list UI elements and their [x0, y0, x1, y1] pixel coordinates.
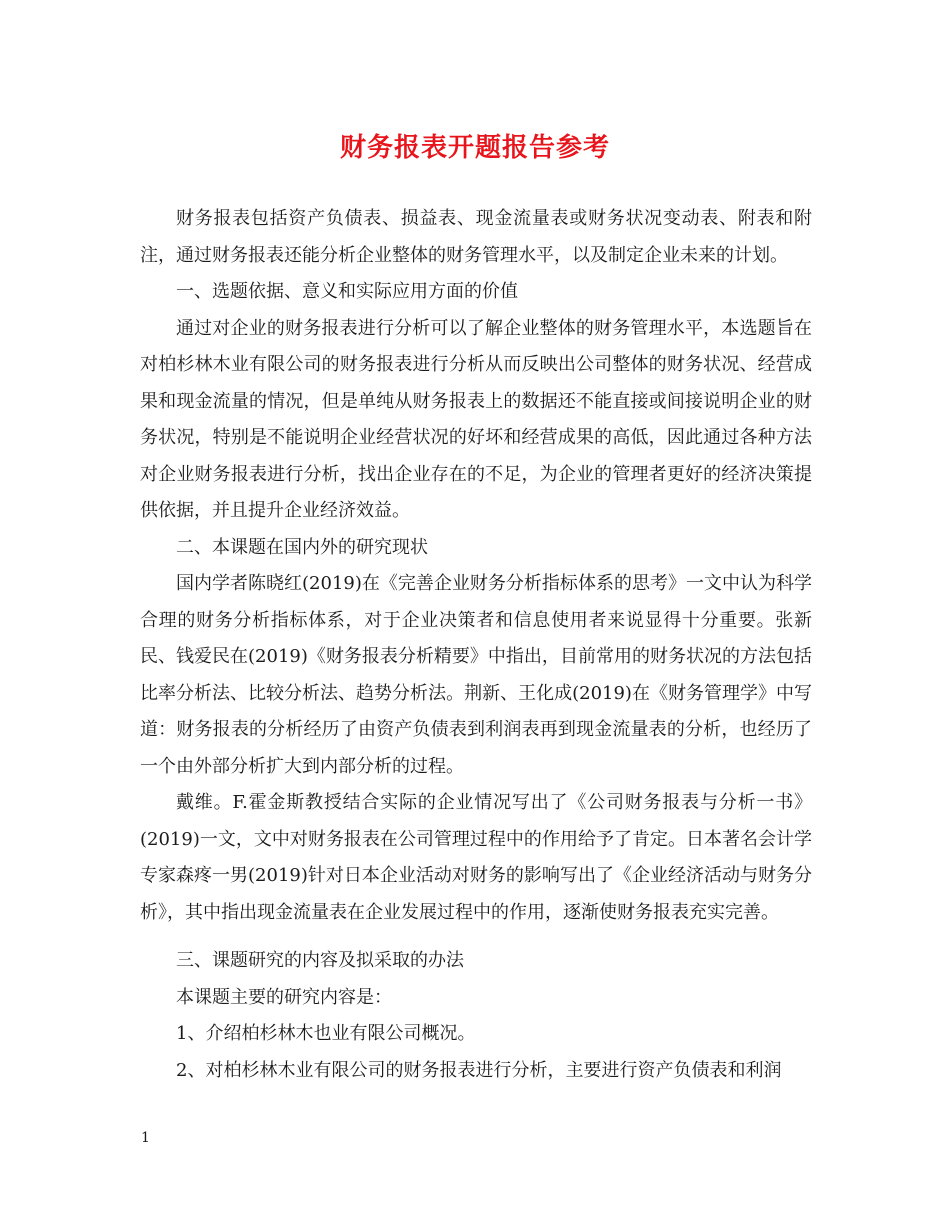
- document-title: 财务报表开题报告参考: [339, 133, 610, 163]
- page-number: 1: [141, 1130, 150, 1146]
- section-heading-1: 一、选题依据、意义和实际应用方面的价值: [176, 281, 518, 302]
- body-paragraph: 本课题主要的研究内容是：: [176, 986, 392, 1008]
- body-paragraph: 戴维。F.霍金斯教授结合实际的企业情况写出了《公司财务报表与分析一书》(2019)一文，文中对财务报表在公司管理过程中的作用给予了肯定。日本著名会计学专家森疼一男(2019)针对日本企业活动对财务的影响写出了《企业经济活动与财务分析》，其中指出现金流量表在企业发展过程中的作用，逐渐使财务报表充实完善。: [140, 792, 812, 923]
- section-heading-2: 二、本课题在国内外的研究现状: [176, 536, 428, 558]
- intro-paragraph: 财务报表包括资产负债表、损益表、现金流量表或财务状况变动表、附表和附注，通过财务报表还能分析企业整体的财务管理水平，以及制定企业未来的计划。: [140, 208, 812, 266]
- document-body: [140, 201, 812, 1089]
- list-item: 2、对柏杉林木业有限公司的财务报表进行分析，主要进行资产负债表和利润: [176, 1059, 782, 1081]
- body-paragraph: 通过对企业的财务报表进行分析可以了解企业整体的财务管理水平，本选题旨在对柏杉林木业有限公司的财务报表进行分析从而反映出公司整体的财务状况、经营成果和现金流量的情况，但是单纯从财务报表上的数据还不能直接或间接说明企业的财务状况，特别是不能说明企业经营状况的好坏和经营成果的高低，因此通过各种方法对企业财务报表进行分析，找出企业存在的不足，为企业的管理者更好的经济决策提供依据，并且提升企业经济效益。: [140, 317, 812, 521]
- section-heading-3: 三、课题研究的内容及拟采取的办法: [176, 950, 464, 971]
- list-item: 1、介绍柏杉林木也业有限公司概况。: [176, 1023, 476, 1044]
- body-paragraph: 国内学者陈晓红(2019)在《完善企业财务分析指标体系的思考》一文中认为科学合理的财务分析指标体系，对于企业决策者和信息使用者来说显得十分重要。张新民、钱爱民在(2019)《财务报表分析精要》中指出，目前常用的财务状况的方法包括比率分析法、比较分析法、趋势分析法。荆新、王化成(2019)在《财务管理学》中写道：财务报表的分析经历了由资产负债表到利润表再到现金流量表的分析，也经历了一个由外部分析扩大到内部分析的过程。: [140, 573, 812, 777]
